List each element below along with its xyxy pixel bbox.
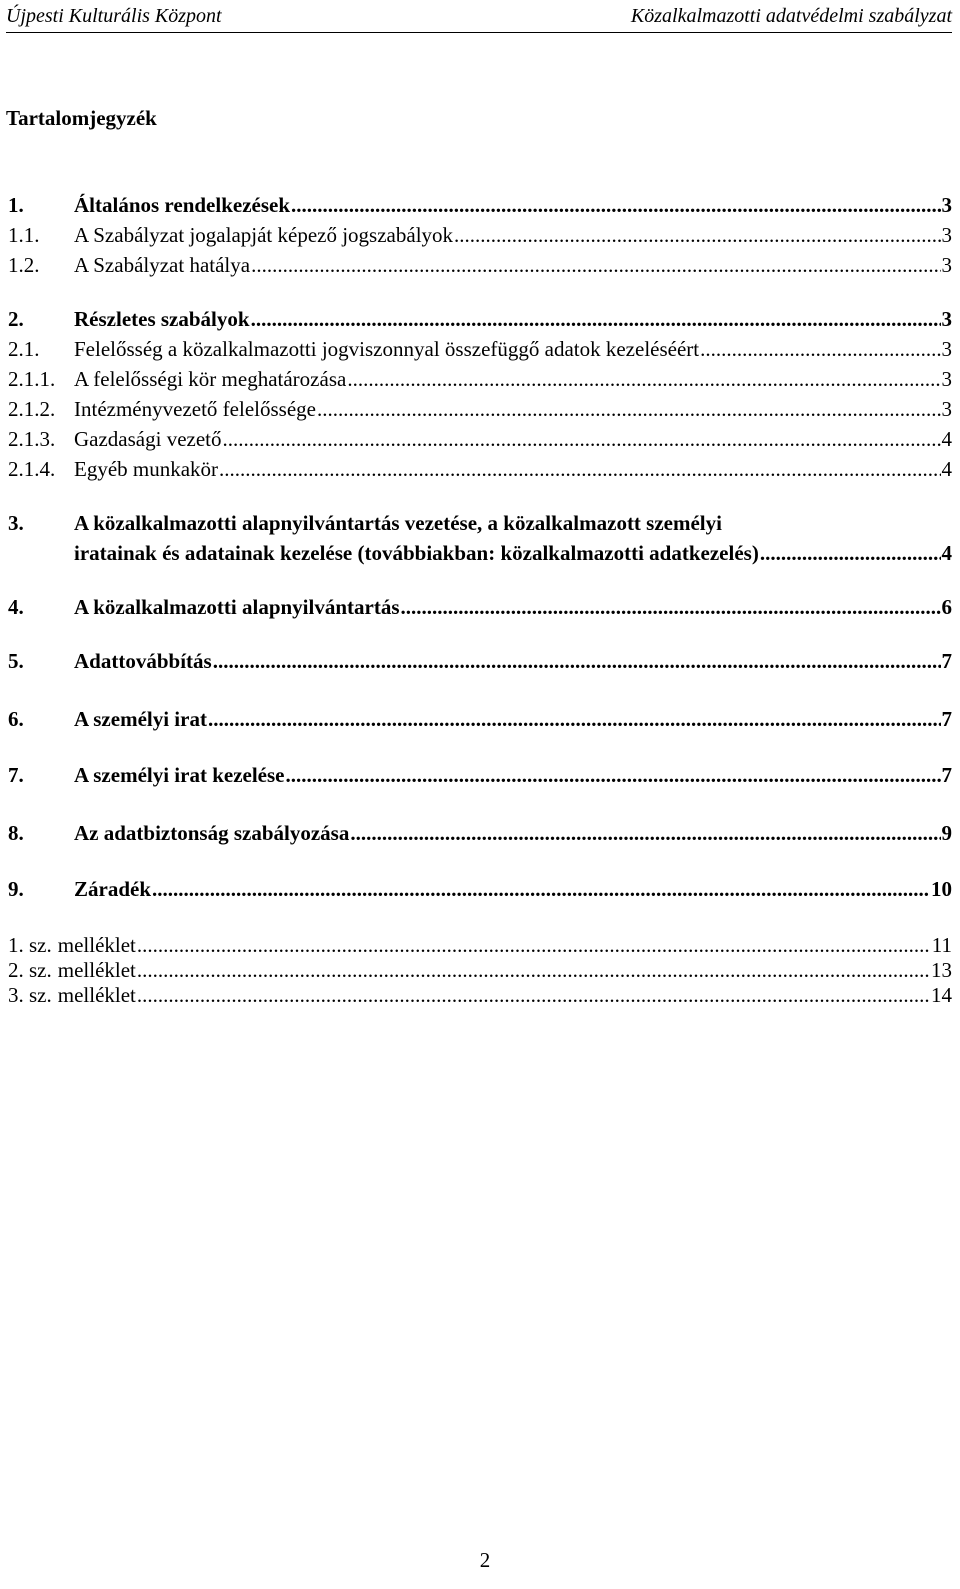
toc-leader [213, 648, 941, 674]
toc-entry-number: 2. sz. [8, 958, 52, 982]
toc-entry[interactable] [8, 396, 952, 422]
toc-entry-page: 3 [941, 397, 952, 421]
toc-entry[interactable] [8, 366, 952, 392]
toc-entry-number: 8. [8, 821, 24, 845]
toc-entry[interactable] [8, 222, 952, 248]
toc-entry-annex[interactable] [8, 982, 952, 1008]
toc-entry-number: 1. [8, 193, 24, 217]
toc-entry-page: 3 [941, 253, 952, 277]
toc-entry[interactable] [8, 648, 952, 674]
toc-leader [291, 192, 940, 218]
toc-entry[interactable] [8, 252, 952, 278]
toc-entry-title: Általános rendelkezések [74, 193, 291, 217]
toc-entry-title: A Szabályzat hatálya [74, 253, 251, 277]
toc-entry-page: 14 [931, 983, 952, 1007]
header-organization: Újpesti Kulturális Központ [6, 5, 222, 27]
toc-entry-title: A Szabályzat jogalapját képező jogszabályok [74, 223, 454, 247]
toc-entry-title: melléklet [57, 933, 136, 957]
toc-entry-number: 5. [8, 649, 24, 673]
toc-entry-page: 7 [941, 649, 952, 673]
toc-entry-number: 4. [8, 595, 24, 619]
toc-entry-title: Adattovábbítás [74, 649, 212, 673]
toc-entry-title: A személyi irat kezelése [74, 763, 285, 787]
toc-entry-number: 2.1.2. [8, 397, 56, 421]
toc-entry-title: Részletes szabályok [74, 307, 250, 331]
toc-entry-title: melléklet [57, 983, 136, 1007]
toc-entry-page: 3 [941, 307, 952, 331]
toc-entry-number: 1.1. [8, 223, 40, 247]
toc-entry-title: A közalkalmazotti alapnyilvántartás [74, 595, 400, 619]
toc-entry-number: 2. [8, 307, 24, 331]
toc-entry-page: 9 [941, 821, 952, 845]
toc-entry-page: 4 [941, 457, 952, 481]
toc-entry-title: Záradék [74, 877, 152, 901]
toc-entry-title: Felelősség a közalkalmazotti jogviszonnyal összefüggő adatok kezeléséért [74, 337, 700, 361]
toc-entry[interactable] [8, 336, 952, 362]
toc-entry-title: A személyi irat [74, 707, 207, 731]
header-document-title: Közalkalmazotti adatvédelmi szabályzat [630, 5, 952, 27]
toc-entry[interactable] [8, 594, 952, 620]
toc-entry[interactable] [8, 510, 952, 566]
toc-entry-page: 3 [941, 337, 952, 361]
toc-entry[interactable] [8, 456, 952, 482]
toc-entry-annex[interactable] [8, 932, 952, 958]
toc-entry-page: 3 [941, 223, 952, 247]
toc-leader [317, 396, 941, 422]
toc-leader [454, 222, 940, 248]
toc-leader [137, 982, 930, 1008]
toc-entry[interactable] [8, 820, 952, 846]
toc-entry-title: Intézményvezető felelőssége [74, 397, 316, 421]
toc-leader [251, 252, 940, 278]
toc-entry[interactable] [8, 426, 952, 452]
toc-entry-number: 3. [8, 511, 24, 535]
toc-entry-title: Egyéb munkakör [74, 457, 219, 481]
toc-entry-page: 7 [941, 707, 952, 731]
toc-leader [152, 876, 930, 902]
toc-entry-number: 7. [8, 763, 24, 787]
toc-entry-number: 3. sz. [8, 983, 52, 1007]
toc-leader [286, 762, 941, 788]
toc-entry-page: 10 [931, 877, 952, 901]
toc-leader [137, 957, 930, 983]
toc-entry-page: 13 [931, 958, 952, 982]
toc-leader [347, 366, 940, 392]
toc-leader [223, 426, 941, 452]
toc-entry-page: 6 [941, 595, 952, 619]
toc-entry-number: 6. [8, 707, 24, 731]
toc-entry-annex[interactable] [8, 957, 952, 983]
page-header [6, 2, 952, 33]
toc-leader [251, 306, 941, 332]
toc-entry-page: 7 [941, 763, 952, 787]
toc-leader [350, 820, 940, 846]
toc-entry-title: Gazdasági vezető [74, 427, 222, 451]
toc-entry-number: 2.1. [8, 337, 40, 361]
toc-entry-number: 2.1.1. [8, 367, 56, 391]
page-number: 2 [479, 1548, 491, 1572]
toc-entry[interactable] [8, 306, 952, 332]
toc-entry-page: 3 [941, 193, 952, 217]
toc-entry-page: 4 [941, 541, 952, 565]
toc-leader [700, 336, 940, 362]
toc-entry-number: 2.1.3. [8, 427, 56, 451]
toc-entry[interactable] [8, 192, 952, 218]
toc-entry-number: 1.2. [8, 253, 40, 277]
toc-leader [401, 594, 941, 620]
toc-entry-number: 1. sz. [8, 933, 52, 957]
toc-entry-page: 4 [941, 427, 952, 451]
toc-leader [760, 540, 941, 566]
toc-entry[interactable] [8, 876, 952, 902]
toc-entry-title: A felelősségi kör meghatározása [74, 367, 347, 391]
toc-entry[interactable] [8, 706, 952, 732]
toc-entry-page: 11 [931, 933, 952, 957]
toc-entry-title: iratainak és adatainak kezelése (továbbiakban: közalkalmazotti adatkezelés) [74, 541, 759, 565]
toc-entry-number: 9. [8, 877, 24, 901]
toc-leader [208, 706, 941, 732]
toc-entry-page: 3 [941, 367, 952, 391]
toc-leader [219, 456, 940, 482]
toc-title: Tartalomjegyzék [6, 106, 157, 130]
toc-leader [137, 932, 931, 958]
toc-entry[interactable] [8, 762, 952, 788]
toc-entry-title-line1: A közalkalmazotti alapnyilvántartás vezetése, a közalkalmazott személyi [74, 511, 722, 535]
toc-entry-number: 2.1.4. [8, 457, 56, 481]
toc-entry-title: Az adatbiztonság szabályozása [74, 821, 350, 845]
toc-entry-title: melléklet [57, 958, 136, 982]
